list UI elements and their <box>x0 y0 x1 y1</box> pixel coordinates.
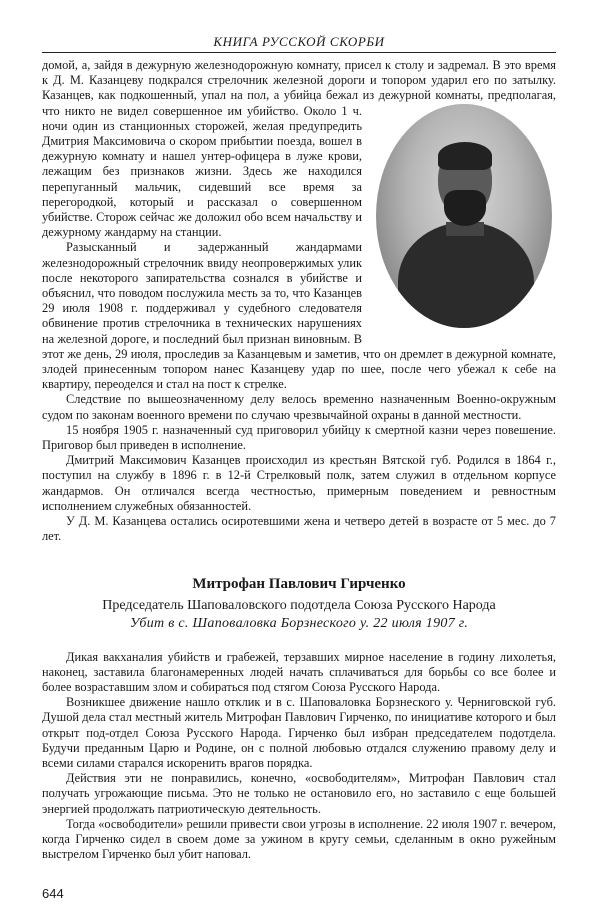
running-header: КНИГА РУССКОЙ СКОРБИ <box>213 34 385 49</box>
paragraph: Следствие по вышеозначенному делу велось временно назначенным Военно-окружным судом по законам военного времени по случаю чрезвычайной охраны в данной местности. <box>42 392 556 422</box>
section-body <box>42 650 556 863</box>
top-article-body <box>42 58 556 545</box>
section-heading <box>42 575 556 632</box>
paragraph: 15 ноября 1905 г. назначенный суд приговорил убийцу к смертной казни через повешение. Приговор был приведен в исполнение. <box>42 422 556 453</box>
death-note: Убит в с. Шаповаловка Борзнеского у. 22 июля 1907 г. <box>129 615 469 631</box>
paragraph: Разысканный и задержанный жандармами железнодорожный стрелочник ввиду неопровержимых улик после некоторого запирательства сознался в убийстве и объяснил, что поводом послужила месть за то, что Казанцев 29 июля 1908 г. поддерживал у судебного следователя обвинение против стрелочника в технических нарушениях на железной дороге, и последний был признан виновным. В этот же день, 29 июля, проследив за Казанцевым и заметив, что он дремлет в дежурной комнате, злодей принесенным топором нанес Казанцеву удар по шее, после чего убежал к себе на квартиру, переоделся и стал на пост к стрелке. <box>42 240 556 392</box>
uniform-silhouette <box>398 222 534 328</box>
paragraph: Тогда «освободители» решили привести свои угрозы в исполнение. 22 июля 1907 г. вечером, когда Гирченко сидел в своем доме за ужином в кругу семьи, сделанным в окно ружейным выстрелом Гирченко был убит наповал. <box>42 816 556 862</box>
photo-vignette <box>376 104 552 328</box>
paragraph: Возникшее движение нашло отклик и в с. Шаповаловка Борзнеского у. Черниговской губ. Душой дела стал местный житель Митрофан Павлович Гирченко, по инициативе которого и был открыт под-отдел Союза Русского Народа. Гирченко был избран председателем подотдела. Будучи преданным Царю и Родине, он с полной любовью отдался служению правому делу и всеми силами старался искоренить врагов порядка. <box>42 695 556 770</box>
page-number: 644 <box>42 886 64 902</box>
paragraph: Дмитрий Максимович Казанцев происходил из крестьян Вятской губ. Родился в 1864 г., поступил на службу в 1896 г. в 12-й Стрелковый полк, затем служил в отдельном корпусе жандармов. Он отличался всегда честностью, примерным поведением и ревностным исполнением служебных обязанностей. <box>42 453 556 513</box>
person-role: Председатель Шаповаловского подотдела Союза Русского Народа <box>102 597 496 613</box>
paragraph: Действия эти не понравились, конечно, «освободителям», Митрофан Павлович стал получать угрожающие письма. Это не только не остановило его, но заставило с еще большей энергией продолжать патриотическую деятельность. <box>42 771 556 816</box>
portrait-photo <box>370 104 556 330</box>
person-name: Митрофан Павлович Гирченко <box>192 575 406 592</box>
beard <box>444 190 486 226</box>
hair <box>438 142 492 170</box>
paragraph: домой, а, зайдя в дежурную железнодорожную комнату, присел к столу и задремал. В это время к Д. М. Казанцеву подкрался стрелочник железной дороги и топором ударил его по затылку. Казанцев, как подкошенный, упал на пол, а убийца бежал из дежурной комнаты, предполагая, что никто не видел совершенное им убийство. Около 1 ч. ночи один из станционных сторожей, желая предупредить Дмитрия Максимовича о скором прибытии поезда, вошел в дежурную комнату и нашел унтер-офицера в луже крови, лежащим без признаков жизни. Здесь же находился перепуганный мальчик, сидевший все время за перегородкой, который и рассказал о совершенном убийстве. Сторож сейчас же доложил обо всем начальству и дежурному жандарму на станции. <box>42 58 556 240</box>
header-rule <box>42 52 556 53</box>
paragraph: Дикая вакханалия убийств и грабежей, терзавших мирное население в годину лихолетья, наконец, заставила благонамеренных людей начать сплачиваться для борьбы со все более и более возраставшим злом и собираться под стягом Союза Русского Народа. <box>42 649 556 694</box>
paragraph: У Д. М. Казанцева остались осиротевшими жена и четверо детей в возрасте от 5 мес. до 7 лет. <box>42 514 556 544</box>
